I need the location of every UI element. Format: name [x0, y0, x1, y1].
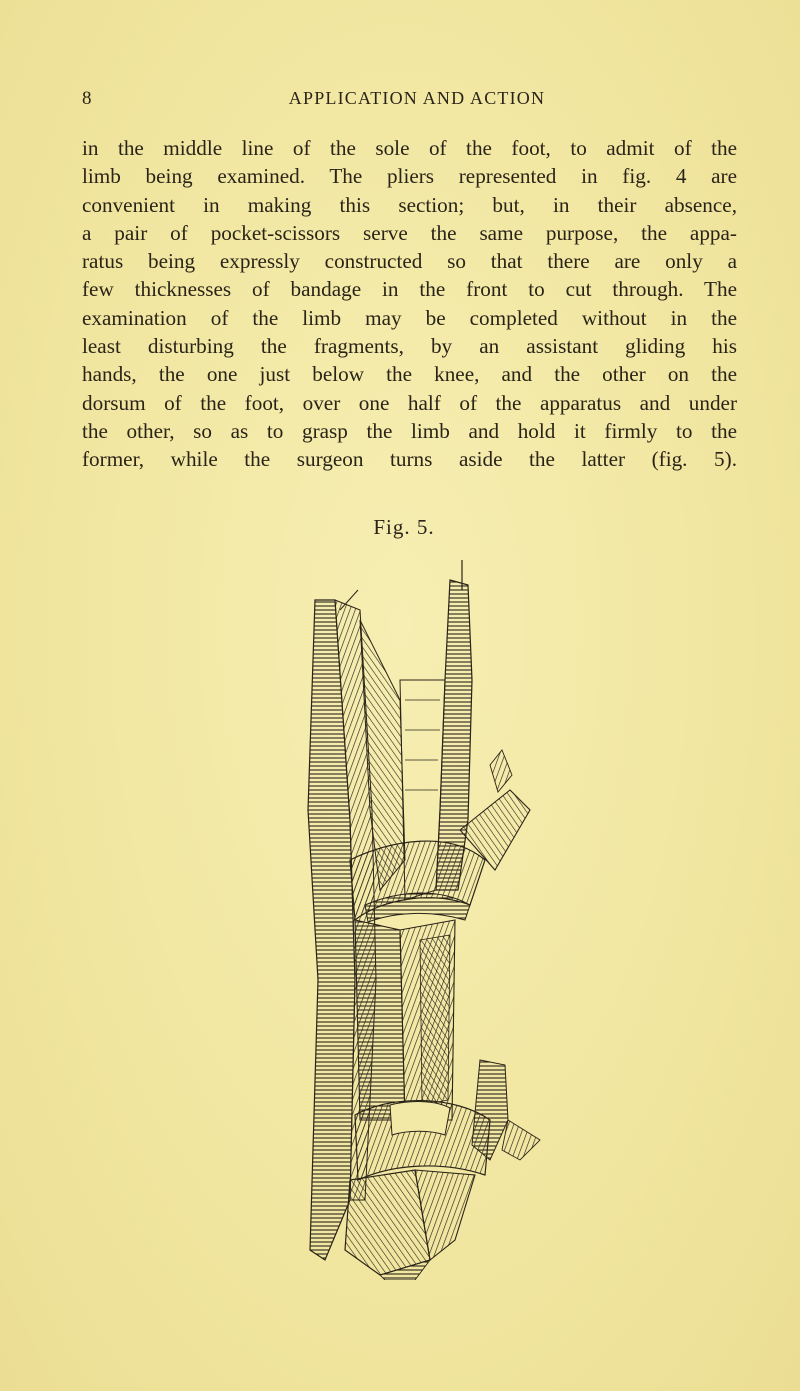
text-line: former, while the surgeon turns aside the latter (fig. 5). [82, 447, 737, 472]
text-line: hands, the one just below the knee, and the other on the [82, 362, 737, 387]
text-line: convenient in making this section; but, in their absence, [82, 192, 737, 217]
text-line: least disturbing the fragments, by an assistant gliding his [82, 334, 737, 359]
text-line: a pair of pocket-scissors serve the same purpose, the appa- [82, 220, 737, 245]
figure-illustration [240, 560, 570, 1280]
text-line: few thicknesses of bandage in the front to cut through. The [82, 277, 737, 302]
body-paragraph [82, 134, 737, 474]
figure-caption: Fig. 5. [373, 515, 435, 539]
page-header [82, 88, 722, 118]
text-line: examination of the limb may be completed without in the [82, 305, 737, 330]
text-line: limb being examined. The pliers represented in fig. 4 are [82, 164, 737, 189]
splinted-leg-engraving [240, 560, 570, 1280]
running-head: APPLICATION AND ACTION [288, 88, 546, 108]
text-line: dorsum of the foot, over one half of the apparatus and under [82, 390, 737, 415]
text-line: the other, so as to grasp the limb and hold it firmly to the [82, 418, 737, 443]
page-number: 8 [82, 88, 92, 109]
text-line: in the middle line of the sole of the foot, to admit of the [82, 136, 737, 160]
text-line: ratus being expressly constructed so that there are only a [82, 249, 737, 274]
